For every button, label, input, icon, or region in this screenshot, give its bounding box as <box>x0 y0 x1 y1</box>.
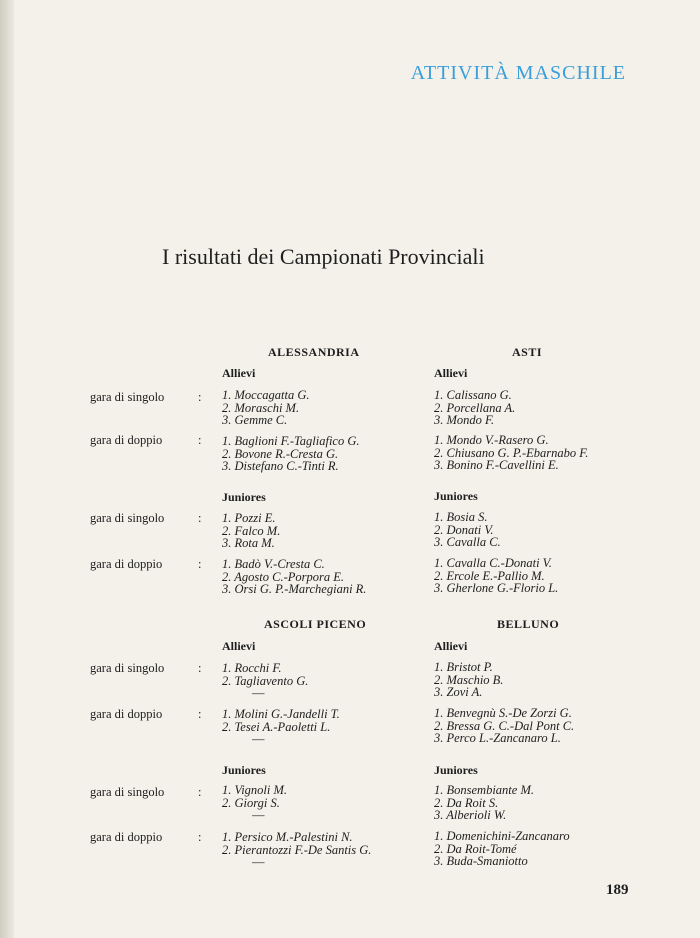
results-list <box>434 661 503 699</box>
section-title: ATTIVITÀ MASCHILE <box>410 62 626 84</box>
result-dash: — <box>252 686 265 700</box>
results-list <box>222 831 371 869</box>
result-item: 1. Moccagatta G. <box>222 388 310 402</box>
category-juniores: Juniores <box>222 763 266 777</box>
result-item: 1. Calissano G. <box>434 388 512 402</box>
result-item: 2. Moraschi M. <box>222 400 300 415</box>
results-list <box>434 389 515 427</box>
results-list <box>434 707 574 745</box>
result-item: 2. Da Roit-Tomé <box>434 841 517 856</box>
result-item: 3. Alberioli W. <box>434 808 507 822</box>
colon: : <box>198 433 202 447</box>
result-item: 2. Donati V. <box>434 522 494 537</box>
category-allievi: Allievi <box>222 366 256 380</box>
result-dash: — <box>252 855 265 869</box>
result-item: 2. Ercole E.-Pallio M. <box>434 568 545 583</box>
result-item: 2. Bressa G. C.-Dal Pont C. <box>434 718 575 733</box>
result-item: 3. Cavalla C. <box>434 535 501 549</box>
result-item: 3. Bonino F.-Cavellini E. <box>434 458 559 472</box>
result-item: 3. Buda-Smaniotto <box>434 854 528 868</box>
colon: : <box>198 785 202 799</box>
result-item: 2. Agosto C.-Porpora E. <box>222 569 344 584</box>
result-item: 1. Bristot P. <box>434 660 493 674</box>
result-item: 1. Persico M.-Palestini N. <box>222 830 353 844</box>
province-ascoli-piceno: ASCOLI PICENO <box>264 617 367 631</box>
result-item: 3. Rota M. <box>222 536 275 550</box>
result-item: 2. Bovone R.-Cresta G. <box>222 446 339 461</box>
page-title: I risultati dei Campionati Provinciali <box>162 244 485 269</box>
result-item: 3. Gherlone G.-Florio L. <box>434 581 559 595</box>
book-spine <box>0 0 14 938</box>
category-juniores: Juniores <box>434 763 478 777</box>
event-label-doppio: gara di doppio <box>90 557 163 571</box>
results-list <box>434 434 588 472</box>
result-item: 2. Porcellana A. <box>434 400 516 415</box>
result-item: 1. Molini G.-Jandelli T. <box>222 707 340 721</box>
result-item: 2. Da Roit S. <box>434 795 499 810</box>
result-dash: — <box>252 808 265 822</box>
results-list <box>222 708 340 746</box>
result-item: 2. Pierantozzi F.-De Santis G. <box>222 842 372 857</box>
colon: : <box>198 511 202 525</box>
result-item: 2. Giorgi S. <box>222 795 280 810</box>
category-juniores: Juniores <box>222 490 266 504</box>
result-item: 1. Badò V.-Cresta C. <box>222 557 325 571</box>
result-item: 1. Mondo V.-Rasero G. <box>434 433 549 447</box>
result-item: 3. Orsi G. P.-Marchegiani R. <box>222 582 367 596</box>
results-list <box>222 558 366 596</box>
result-item: 2. Maschio B. <box>434 672 504 687</box>
event-label-singolo: gara di singolo <box>90 511 165 525</box>
province-asti: ASTI <box>512 345 543 359</box>
result-item: 2. Falco M. <box>222 523 281 538</box>
result-item: 1. Baglioni F.-Tagliafico G. <box>222 434 360 448</box>
category-juniores: Juniores <box>434 489 478 503</box>
result-item: 2. Tagliavento G. <box>222 673 309 688</box>
result-item: 3. Distefano C.-Tinti R. <box>222 459 339 473</box>
results-list <box>434 557 558 595</box>
result-item: 1. Cavalla C.-Donati V. <box>434 556 552 570</box>
colon: : <box>198 707 202 721</box>
province-belluno: BELLUNO <box>497 617 560 631</box>
event-label-singolo: gara di singolo <box>90 661 165 675</box>
result-item: 1. Bosia S. <box>434 510 488 524</box>
result-item: 1. Vignoli M. <box>222 783 288 797</box>
results-list <box>222 512 280 550</box>
event-label-doppio: gara di doppio <box>90 433 163 447</box>
result-dash: — <box>252 732 265 746</box>
result-item: 3. Perco L.-Zancanaro L. <box>434 731 561 745</box>
colon: : <box>198 390 202 404</box>
event-label-singolo: gara di singolo <box>90 390 165 404</box>
results-list <box>222 784 287 822</box>
result-item: 3. Mondo F. <box>434 413 495 427</box>
page-number: 189 <box>606 882 629 898</box>
results-list <box>434 830 570 868</box>
result-item: 1. Rocchi F. <box>222 661 282 675</box>
category-allievi: Allievi <box>434 366 468 380</box>
event-label-doppio: gara di doppio <box>90 830 163 844</box>
colon: : <box>198 661 202 675</box>
result-item: 2. Tesei A.-Paoletti L. <box>222 719 331 734</box>
category-allievi: Allievi <box>222 639 256 653</box>
result-item: 1. Pozzi E. <box>222 511 276 525</box>
results-list <box>222 435 360 473</box>
result-item: 1. Domenichini-Zancanaro <box>434 829 570 843</box>
results-list <box>434 511 501 549</box>
colon: : <box>198 557 202 571</box>
results-list <box>222 662 308 700</box>
event-label-singolo: gara di singolo <box>90 785 165 799</box>
result-item: 2. Chiusano G. P.-Ebarnabo F. <box>434 445 589 460</box>
category-allievi: Allievi <box>434 639 468 653</box>
result-item: 1. Bonsembiante M. <box>434 783 534 797</box>
colon: : <box>198 830 202 844</box>
result-item: 3. Zovi A. <box>434 685 483 699</box>
province-alessandria: ALESSANDRIA <box>268 345 360 359</box>
result-item: 3. Gemme C. <box>222 413 288 427</box>
event-label-doppio: gara di doppio <box>90 707 163 721</box>
results-list <box>434 784 534 822</box>
result-item: 1. Benvegnù S.-De Zorzi G. <box>434 706 572 720</box>
results-list <box>222 389 309 427</box>
